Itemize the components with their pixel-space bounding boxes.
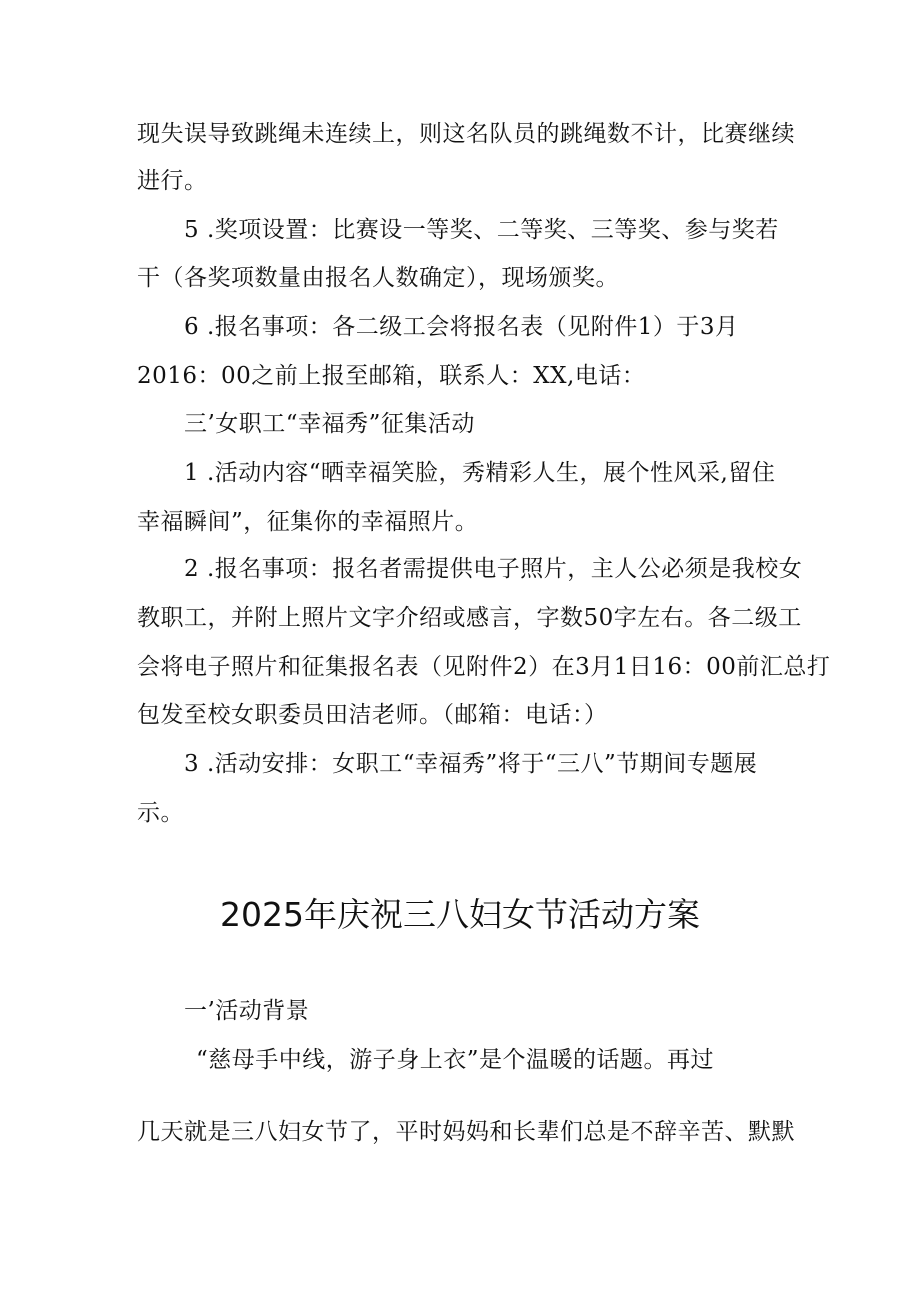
body-line: 进行。 [137, 168, 208, 194]
body-line: 包发至校女职委员田洁老师。（邮箱：电话：） [137, 702, 608, 728]
section-heading: 三’女职工“幸福秀”征集活动 [184, 411, 475, 437]
body-line: 教职工，并附上照片文字介绍或感言，字数50字左右。各二级工 [137, 605, 802, 631]
body-line: 2016：00之前上报至邮箱，联系人：XX,电话： [137, 363, 646, 389]
body-line: “慈母手中线，游子身上衣”是个温暖的话题。再过 [196, 1047, 715, 1073]
body-line: 5 .奖项设置：比赛设一等奖、二等奖、三等奖、参与奖若 [184, 217, 779, 243]
section-heading: 一’活动背景 [184, 998, 310, 1024]
body-line: 幸福瞬间”，征集你的幸福照片。 [137, 509, 479, 535]
document-title: 2025年庆祝三八妇女节活动方案 [220, 895, 700, 934]
body-line: 几天就是三八妇女节了，平时妈妈和长辈们总是不辞辛苦、默默 [137, 1119, 795, 1145]
body-line: 干（各奖项数量由报名人数确定），现场颁奖。 [137, 265, 619, 291]
body-line: 3 .活动安排：女职工“幸福秀”将于“三八”节期间专题展 [184, 751, 758, 777]
body-line: 1 .活动内容“晒幸福笑脸，秀精彩人生，展个性风采,留住 [184, 460, 776, 486]
body-line: 2 .报名事项：报名者需提供电子照片，主人公必须是我校女 [184, 556, 803, 582]
body-line: 现失误导致跳绳未连续上，则这名队员的跳绳数不计，比赛继续 [137, 121, 795, 147]
body-line: 会将电子照片和征集报名表（见附件2）在3月1日16：00前汇总打 [137, 654, 831, 680]
body-line: 6 .报名事项：各二级工会将报名表（见附件1）于3月 [184, 314, 739, 340]
body-line: 示。 [137, 800, 184, 826]
